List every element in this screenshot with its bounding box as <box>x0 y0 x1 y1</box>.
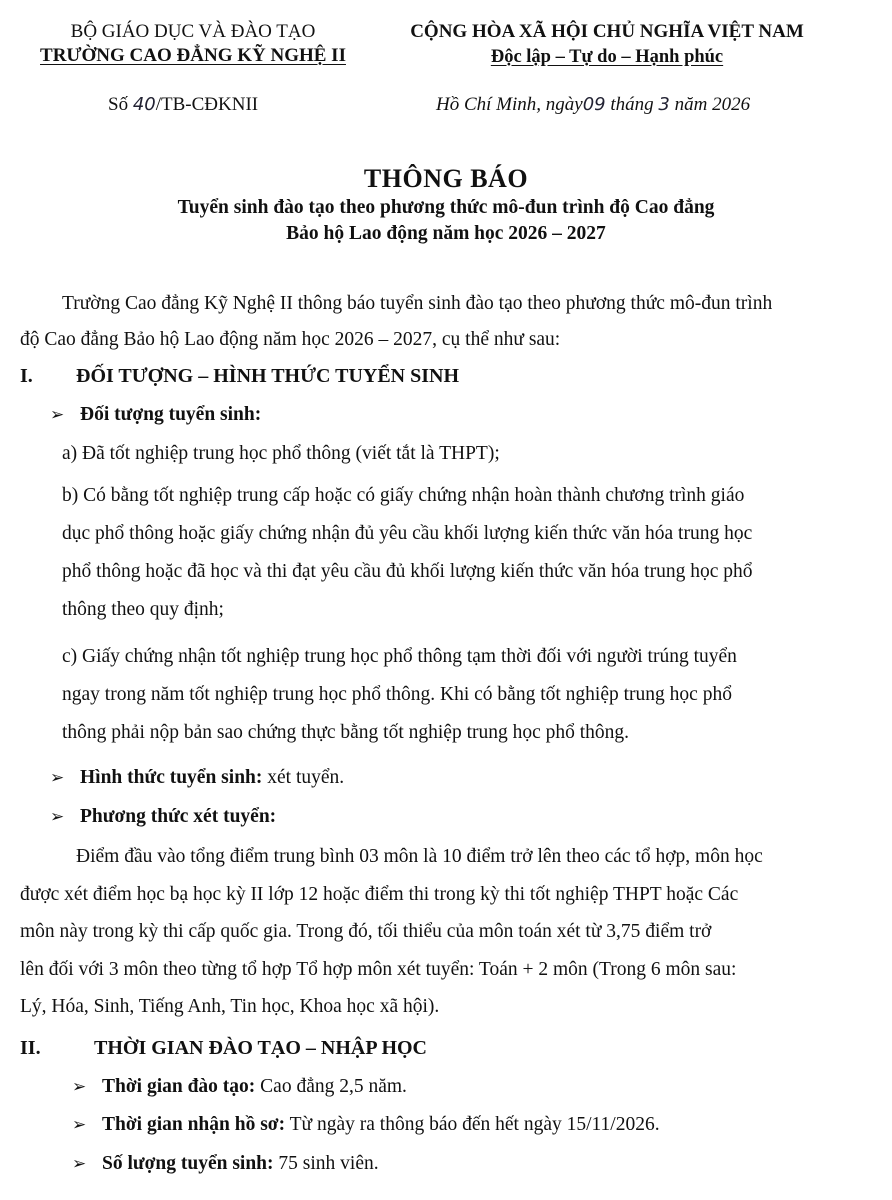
criterion-b-line-4: thông theo quy định; <box>62 599 224 620</box>
school-name: TRƯỜNG CAO ĐẲNG KỸ NGHỆ II <box>40 45 346 66</box>
notice-subtitle-line-2: Bảo hộ Lao động năm học 2026 – 2027 <box>286 223 606 244</box>
handwritten-number: 40 <box>132 94 156 115</box>
criterion-c-line-3: thông phải nộp bản sao chứng thực bằng tốt nghiệp trung học phổ thông. <box>62 722 630 743</box>
arrow-bullet-icon: ➢ <box>72 1154 87 1174</box>
method-line-2: được xét điểm học bạ học kỳ II lớp 12 hoặc điểm thi trong kỳ thi tốt nghiệp THPT hoặc Các <box>20 884 739 905</box>
method-line-5: Lý, Hóa, Sinh, Tiếng Anh, Tin học, Khoa học xã hội). <box>20 996 440 1017</box>
method-line-1: Điểm đầu vào tổng điểm trung bình 03 môn là 10 điểm trở lên theo các tổ hợp, môn học <box>76 846 763 867</box>
method-line-4: lên đối với 3 môn theo từng tổ hợp Tổ hợp môn xét tuyển: Toán + 2 môn (Trong 6 môn sau: <box>20 959 737 980</box>
criterion-b-line-2: dục phổ thông hoặc giấy chứng nhận đủ yêu cầu khối lượng kiến thức văn hóa trung học <box>62 523 753 544</box>
section-1-heading: I. ĐỐI TƯỢNG – HÌNH THỨC TUYỂN SINH <box>20 365 460 387</box>
national-header <box>382 20 832 69</box>
admission-form: ➢ Hình thức tuyển sinh: xét tuyển. <box>50 767 345 788</box>
notice-title-block <box>0 163 892 247</box>
national-motto: Độc lập – Tự do – Hạnh phúc <box>490 47 724 67</box>
criterion-b-line-1: b) Có bằng tốt nghiệp trung cấp hoặc có giấy chứng nhận hoàn thành chương trình giáo <box>62 485 745 506</box>
criterion-c-line-1: c) Giấy chứng nhận tốt nghiệp trung học phổ thông tạm thời đối với người trúng tuyển <box>62 646 737 667</box>
handwritten-day: 09 <box>582 94 606 115</box>
handwritten-month: 3 <box>658 94 670 115</box>
notice-subtitle-line-1: Tuyển sinh đào tạo theo phương thức mô-đun trình độ Cao đẳng <box>177 197 715 218</box>
arrow-bullet-icon: ➢ <box>72 1077 87 1097</box>
arrow-bullet-icon: ➢ <box>50 807 65 827</box>
target-heading: ➢ Đối tượng tuyển sinh: <box>50 404 262 425</box>
intro-line-2: độ Cao đẳng Bảo hộ Lao động năm học 2026 – 2027, cụ thể như sau: <box>20 329 561 350</box>
intro-line-1: Trường Cao đẳng Kỹ Nghệ II thông báo tuyển sinh đào tạo theo phương thức mô-đun trình <box>62 293 773 314</box>
application-period: ➢ Thời gian nhận hồ sơ: Từ ngày ra thông báo đến hết ngày 15/11/2026. <box>72 1114 660 1135</box>
criterion-c-line-2: ngay trong năm tốt nghiệp trung học phổ thông. Khi có bằng tốt nghiệp trung học phổ <box>62 684 732 705</box>
arrow-bullet-icon: ➢ <box>50 768 65 788</box>
section-2-heading: II. THỜI GIAN ĐÀO TẠO – NHẬP HỌC <box>20 1037 427 1059</box>
ministry-name: BỘ GIÁO DỤC VÀ ĐÀO TẠO <box>70 21 316 42</box>
training-duration: ➢ Thời gian đào tạo: Cao đẳng 2,5 năm. <box>72 1076 407 1097</box>
arrow-bullet-icon: ➢ <box>72 1115 87 1135</box>
admission-method-heading: ➢ Phương thức xét tuyển: <box>50 806 277 827</box>
criterion-b-line-3: phổ thông hoặc đã học và thi đạt yêu cầu đủ khối lượng kiến thức văn hóa trung học phổ <box>62 561 753 582</box>
method-line-3: môn này trong kỳ thi cấp quốc gia. Trong đó, tối thiểu của môn toán xét từ 3,75 điểm trở <box>20 921 712 942</box>
notice-title: THÔNG BÁO <box>363 164 529 193</box>
issuer-header <box>22 20 364 68</box>
criterion-a: a) Đã tốt nghiệp trung học phổ thông (viết tắt là THPT); <box>62 443 500 464</box>
arrow-bullet-icon: ➢ <box>50 405 65 425</box>
place-date: Hồ Chí Minh, ngày09 tháng 3 năm 2026 <box>436 94 751 115</box>
document-number: Số 40/TB-CĐKNII <box>108 94 259 115</box>
republic-name: CỘNG HÒA XÃ HỘI CHỦ NGHĨA VIỆT NAM <box>410 21 804 42</box>
enrollment-quota: ➢ Số lượng tuyển sinh: 75 sinh viên. <box>72 1153 379 1174</box>
